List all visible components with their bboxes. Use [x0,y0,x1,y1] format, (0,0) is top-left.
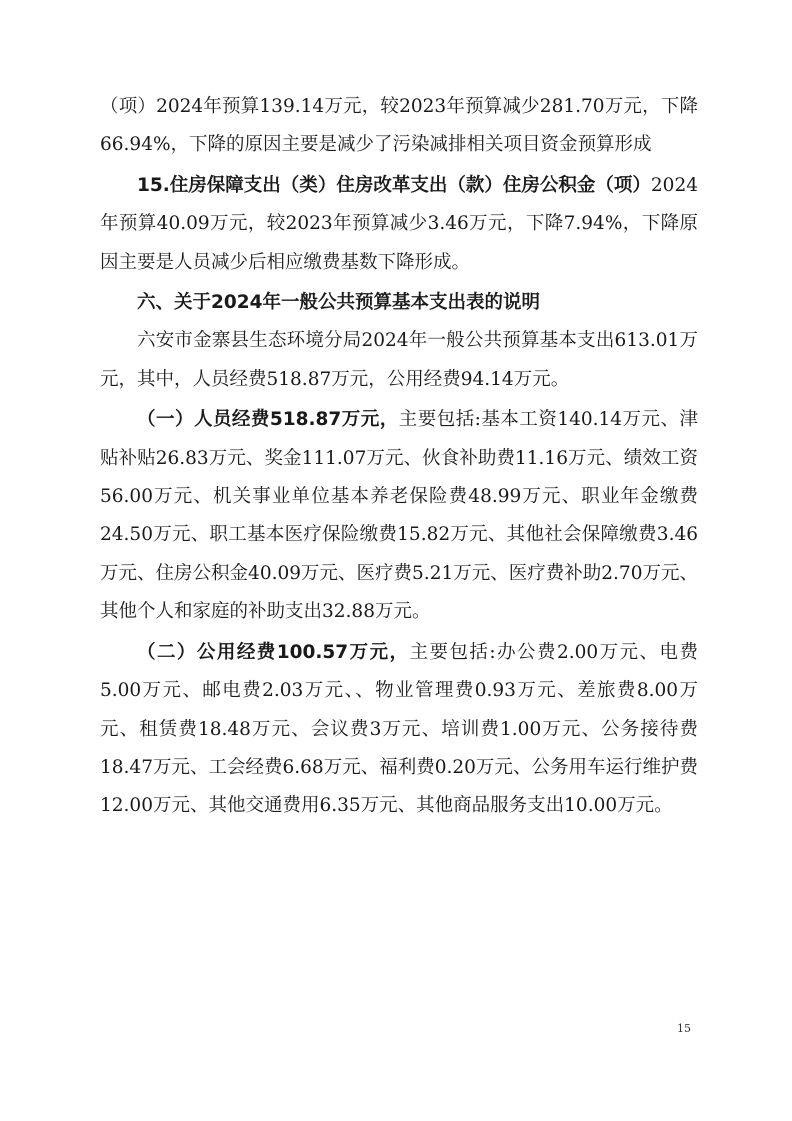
paragraph-personnel-costs [100,401,698,631]
paragraph-housing-fund [100,167,698,282]
personnel-costs-text: 主要包括:基本工资140.14万元、津贴补贴26.83万元、奖金111.07万元、伙食补助费11.16万元、绩效工资56.00万元、机关事业单位基本养老保险费48.99万元、职业年金缴费24.50万元、职工基本医疗保险缴费15.82万元、其他社会保障缴费3.46万元、住房公积金40.09万元、医疗费5.21万元、医疗费补助2.70万元、其他个人和家庭的补助支出32.88万元。 [100,409,699,623]
page-number: 15 [677,1022,691,1035]
public-costs-title: （二）公用经费100.57万元， [137,641,410,663]
paragraph-public-costs [100,634,698,826]
document-page [100,88,698,826]
section-heading: 六、关于2024年一般公共预算基本支出表的说明 [137,292,540,314]
housing-fund-text: 2024年预算40.09万元，较2023年预算减少3.46万元，下降7.94%，下降原因主要是人员减少后相应缴费基数下降形成。 [100,174,698,273]
paragraph-pollution-item: （项）2024年预算139.14万元，较2023年预算减少281.70万元，下降66.94%，下降的原因主要是减少了污染减排相关项目资金预算形成 [100,96,698,156]
personnel-costs-title: （一）人员经费518.87万元， [137,409,399,431]
housing-fund-title: 15.住房保障支出（类）住房改革支出（款）住房公积金（项） [137,174,651,196]
paragraph-basic-expenditure: 六安市金寨县生态环境分局2024年一般公共预算基本支出613.01万元，其中，人员经费518.87万元，公用经费94.14万元。 [100,330,698,390]
public-costs-text: 主要包括:办公费2.00万元、电费5.00万元、邮电费2.03万元、、物业管理费0.93万元、差旅费8.00万元、租赁费18.48万元、会议费3万元、培训费1.00万元、公务接待费18.47万元、工会经费6.68万元、福利费0.20万元、公务用车运行维护费12.00万元、其他交通费用6.35万元、其他商品服务支出10.00万元。 [100,641,698,817]
